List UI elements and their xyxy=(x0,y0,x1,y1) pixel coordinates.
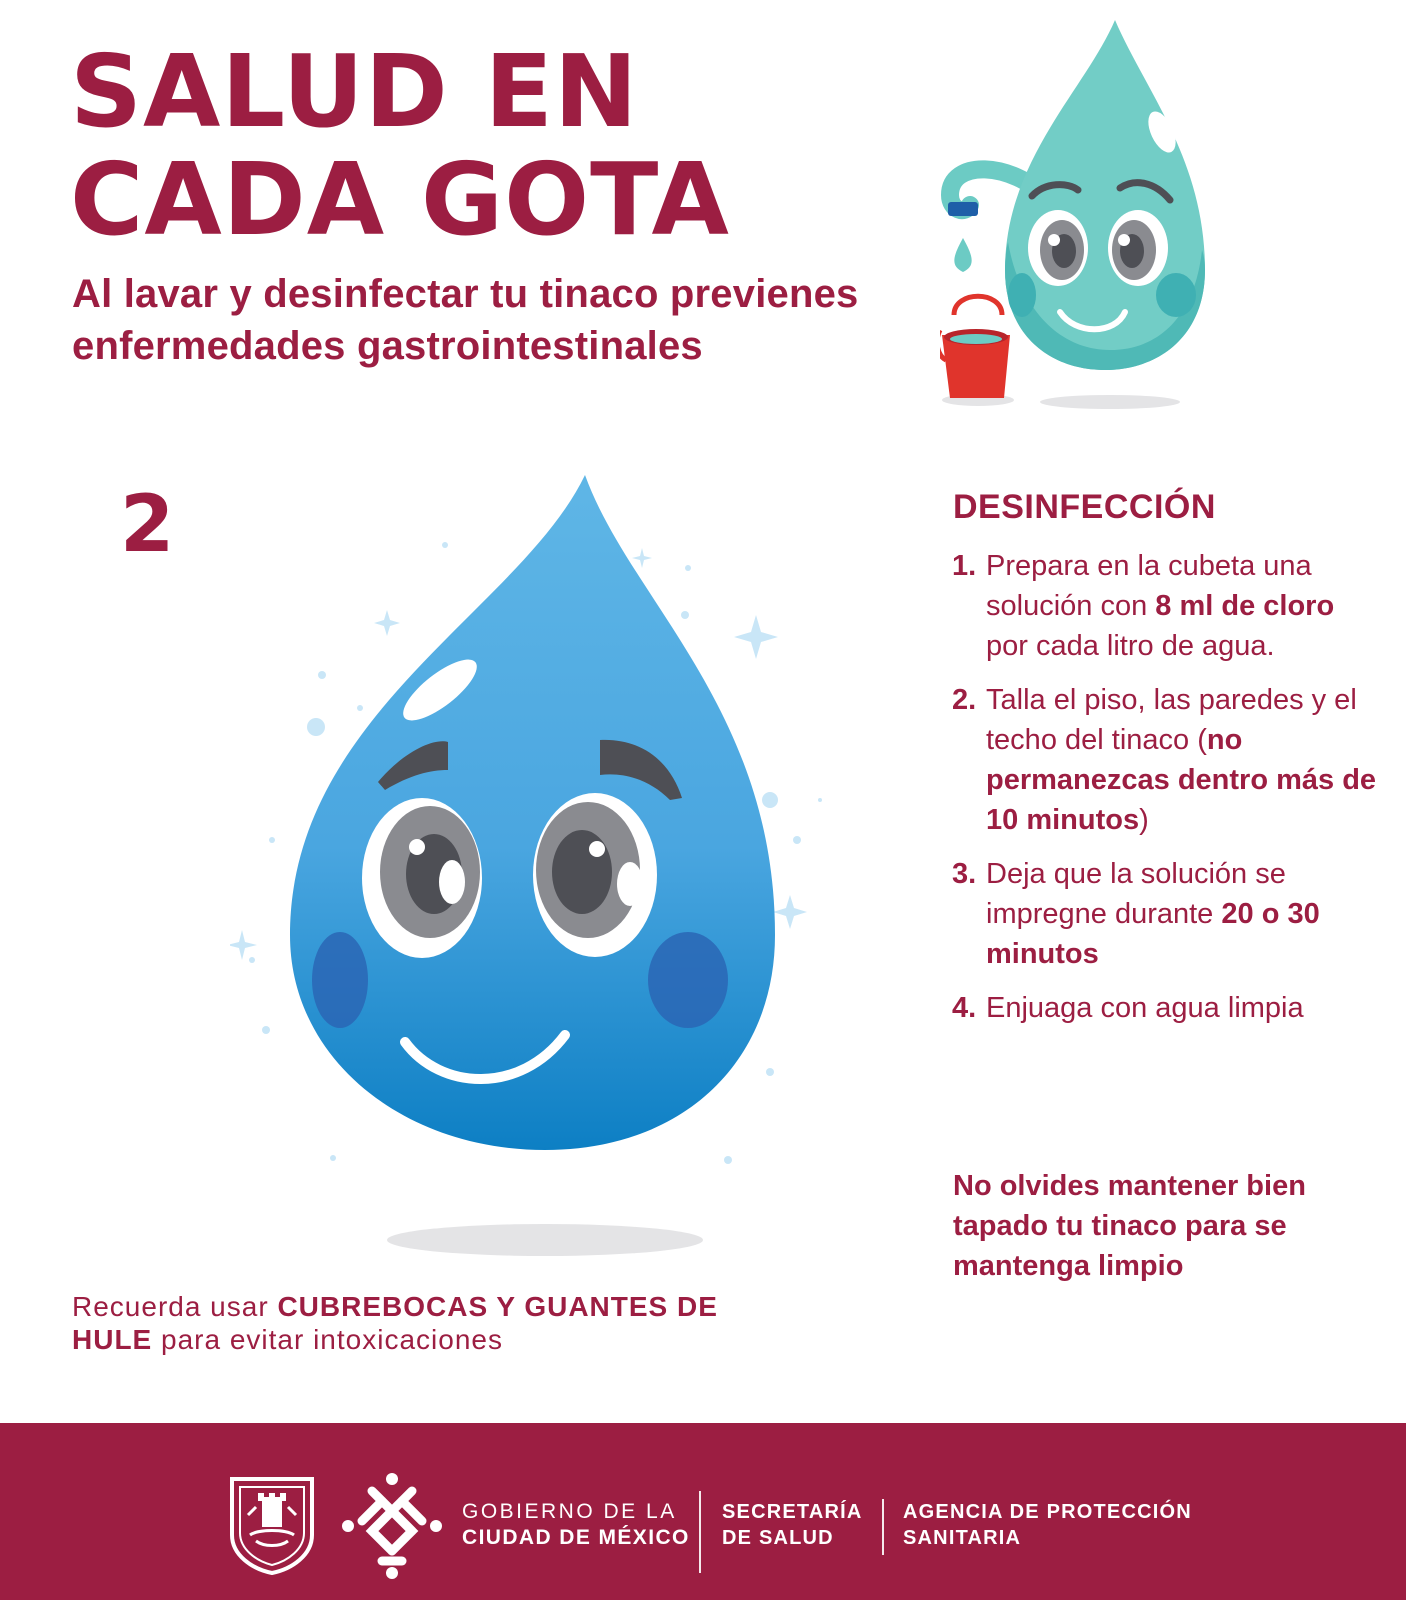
gov-line-2: CIUDAD DE MÉXICO xyxy=(462,1526,690,1549)
step-number: 2 xyxy=(120,480,175,570)
step-text: Talla el piso, las paredes y el techo del tinaco ( xyxy=(986,684,1357,756)
step-number-label: 2. xyxy=(952,684,977,716)
step-bold-text: 20 o 30 minutos xyxy=(986,898,1320,970)
blue-drop-character-illustration xyxy=(230,470,870,1270)
step-text: Enjuaga con agua limpia xyxy=(986,992,1304,1024)
step-item xyxy=(952,680,1382,840)
final-note: No olvides mantener bien tapado tu tinaco para se mantenga limpio xyxy=(953,1170,1306,1282)
step-number-label: 4. xyxy=(952,992,977,1024)
reminder-bold-text: CUBREBOCAS Y GUANTES DE HULE xyxy=(72,1291,718,1355)
agencia-line-1: AGENCIA DE PROTECCIÓN xyxy=(903,1501,1192,1523)
secretaria-salud-name xyxy=(722,1499,863,1551)
step-bold-text: no permanezcas dentro más de 10 minutos xyxy=(986,724,1377,836)
teal-drop-character-illustration xyxy=(940,10,1240,420)
step-text: Prepara en la cubeta una solución con xyxy=(986,550,1312,622)
coat-of-arms-logo xyxy=(228,1475,316,1575)
page-subtitle xyxy=(72,268,859,372)
step-item xyxy=(952,988,1382,1028)
subtitle-line-2: enfermedades gastrointestinales xyxy=(72,324,703,368)
agencia-line-2: SANITARIA xyxy=(903,1527,1022,1549)
footer-divider-1 xyxy=(699,1491,701,1573)
salud-line-1: SECRETARÍA xyxy=(722,1501,863,1523)
section-title: DESINFECCIÓN xyxy=(953,488,1216,526)
step-number-label: 1. xyxy=(952,550,977,582)
step-text: por cada litro de agua. xyxy=(986,630,1275,662)
protection-reminder xyxy=(72,1290,792,1356)
footer-divider-2 xyxy=(882,1499,884,1555)
agencia-name xyxy=(903,1499,1192,1551)
step-number-label: 3. xyxy=(952,858,977,890)
government-name xyxy=(462,1499,690,1551)
reminder-post-text: para evitar intoxicaciones xyxy=(152,1324,503,1355)
step-bold-text: 8 ml de cloro xyxy=(1155,590,1335,622)
footer-bar xyxy=(0,1423,1406,1600)
step-item xyxy=(952,546,1382,666)
step-text: ) xyxy=(1139,804,1149,836)
disinfection-steps-list xyxy=(952,546,1382,1042)
title-line-2: CADA GOTA xyxy=(70,141,730,258)
subtitle-line-1: Al lavar y desinfectar tu tinaco previenes xyxy=(72,272,859,316)
step-item xyxy=(952,854,1382,974)
gov-line-1: GOBIERNO DE LA xyxy=(462,1500,677,1523)
salud-line-2: DE SALUD xyxy=(722,1527,834,1549)
title-line-1: SALUD EN xyxy=(70,33,639,150)
step-text: Deja que la solución se impregne durante xyxy=(986,858,1286,930)
reminder-pre-text: Recuerda usar xyxy=(72,1291,278,1322)
page-title xyxy=(70,33,730,258)
cdmx-logo xyxy=(342,1471,442,1581)
